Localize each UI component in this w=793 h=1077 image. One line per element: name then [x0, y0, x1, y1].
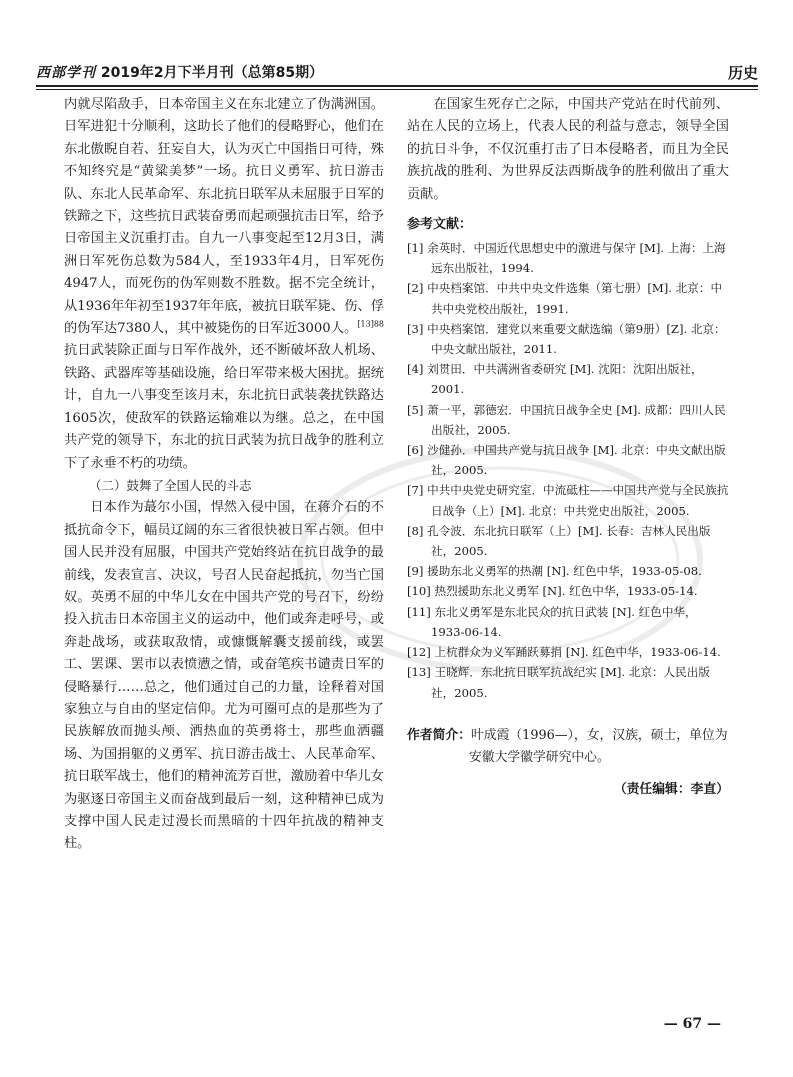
journal-header	[36, 62, 323, 82]
reference-item: [8] 孔令波．东北抗日联军（上）[M]. 长春：吉林人民出版社，2005.	[407, 523, 711, 559]
reference-item: [4] 刘贯田．中共满洲省委研究 [M]. 沈阳：沈阳出版社，2001.	[407, 362, 703, 397]
reference-item: [12] 上杭群众为义军踊跃募捐 [N]. 红色中华，1933-06-14.	[407, 645, 721, 660]
body-paragraph: 日本作为蕞尔小国，悍然入侵中国，在蒋介石的不抵抗命令下，幅员辽阔的东三省很快被日军占领。但中国人民并没有屈服，中国共产党始终站在抗日战争的最前线，发表宣言、决议，号召人民奋起抵抗，勿当亡国奴。英勇不屈的中华儿女在中国共产党的号召下，纷纷投入抗击日本帝国主义的运动中，他们或奔走呼号，或奔赴战场，或获取敌情，或慷慨解囊支援前线，或罢工、罢课、罢市以表愤懑之情，或奋笔疾书谴责日军的侵略暴行……总之，他们通过自己的力量，诠释着对国家独立与自由的坚定信仰。尤为可圈可点的是那些为了民族解放而抛头颅、洒热血的英勇将士，那些血洒疆场、为国捐躯的义勇军、抗日游击战士、人民革命军、抗日联军战士，他们的精神流芳百世，激励着中华儿女为驱逐日帝国主义而奋战到最后一刻，这种精神已成为支撑中国人民走过漫长而黑暗的十四年抗战的精神支柱。	[64, 500, 384, 852]
reference-item: [9] 援助东北义勇军的热潮 [N]. 红色中华，1933-05-08.	[407, 564, 702, 579]
reference-item: [3] 中央档案馆．建党以来重要文献选编（第9册）[Z]. 北京：中央文献出版社，2011.	[407, 321, 726, 357]
page-header	[36, 60, 758, 86]
journal-logo: 西部学刊	[36, 65, 96, 81]
section-title: 历史	[727, 64, 758, 82]
reference-item: [7] 中共中央党史研究室．中流砥柱——中国共产党与全民族抗日战争（上）[M]. 北京：中共党史出版社，2005.	[407, 483, 729, 518]
right-column	[407, 94, 729, 801]
left-column	[64, 94, 384, 856]
journal-issue: 2019年2月下半月刊（总第85期）	[100, 65, 324, 81]
conclusion-paragraph: 在国家生死存亡之际，中国共产党站在时代前列、站在人民的立场上，代表人民的利益与意志，领导全国的抗日斗争，不仅沉重打击了日本侵略者，而且为全民族抗战的胜利、为世界反法西斯战争的胜利做出了重大贡献。	[407, 97, 729, 202]
paragraph-text: 内就尽陷敌手，日本帝国主义在东北建立了伪满洲国。日军进犯十分顺利，这助长了他们的侵略野心，他们在东北傲睨自若、狂妄自大，认为灭亡中国指日可待，殊不知终究是“黄粱美梦”一场。抗日义勇军、抗日游击队、东北人民革命军、东北抗日联军从未屈服于日军的铁蹄之下，这些抗日武装奋勇而起顽强抗击日军，给予日帝国主义沉重打击。自九一八事变起至12月3日，满洲日军死伤总数为584人，至1933年4月，日军死伤4947人，而死伤的伪军则数不胜数。据不完全统计，从1936年年初至1937年年底，被抗日联军毙、伤、俘的伪军达7380人，其中被毙伤的日军近3000人。	[64, 97, 384, 337]
citation-marker: [13]88	[357, 319, 384, 329]
author-bio	[407, 725, 729, 769]
responsible-editor: （责任编辑：李直）	[613, 781, 729, 797]
paragraph-text-tail: 抗日武装除正面与日军作战外，还不断破坏敌人机场、铁路、武器库等基础设施，给日军带来极大困扰。据统计，自九一八事变至该月末，东北抗日武装袭扰铁路达1605次，使敌军的铁路运输难以为继。总之，在中国共产党的领导下，东北的抗日武装为抗日战争的胜利立下了永垂不朽的功绩。	[64, 343, 384, 471]
page-number: — 67 —	[663, 1016, 721, 1032]
author-label: 作者简介：	[407, 727, 471, 743]
reference-item: [11] 东北义勇军是东北民众的抗日武装 [N]. 红色中华，1933-06-14.	[407, 604, 697, 639]
header-rule-thick	[36, 85, 758, 87]
body-paragraph	[64, 94, 384, 475]
reference-item: [1] 余英时．中国近代思想史中的激进与保守 [M]. 上海：上海远东出版社，1994.	[407, 241, 726, 276]
reference-item: [2] 中央档案馆．中共中央文件选集（第七册）[M]. 北京：中共中央党校出版社，1991.	[407, 281, 723, 316]
references-heading: 参考文献：	[407, 217, 473, 233]
reference-list	[407, 238, 729, 703]
reference-item: [10] 热烈援助东北义勇军 [N]. 红色中华，1933-05-14.	[407, 584, 698, 599]
header-rule-thin	[36, 89, 758, 90]
reference-item: [5] 萧一平，郭德宏．中国抗日战争全史 [M]. 成都：四川人民出版社，2005.	[407, 402, 726, 437]
author-text: 叶成霞（1996—），女，汉族，硕士，单位为安徽大学徽学研究中心。	[469, 727, 728, 765]
reference-item: [6] 沙健孙．中国共产党与抗日战争 [M]. 北京：中央文献出版社，2005.	[407, 443, 726, 478]
reference-item: [13] 王晓辉．东北抗日联军抗战纪实 [M]. 北京：人民出版社，2005.	[407, 665, 710, 700]
section-subheading: （二）鼓舞了全国人民的斗志	[89, 477, 252, 493]
